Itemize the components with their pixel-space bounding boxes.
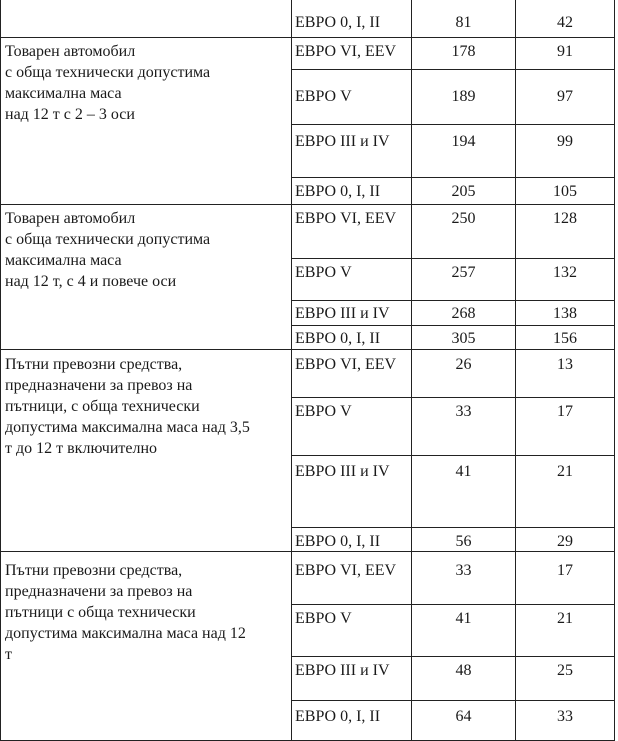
rate-cell: 25 <box>557 662 573 679</box>
euro-class-cell: ЕВРО 0, I, II <box>295 533 381 550</box>
rate-cell: 21 <box>557 463 573 480</box>
table-border-right <box>614 0 615 741</box>
row-separator <box>291 69 615 70</box>
row-separator <box>291 397 615 398</box>
euro-class-cell: ЕВРО VI, EEV <box>295 43 397 60</box>
description-line: с обща технически допустима <box>5 231 211 248</box>
description-line: предназначени за превоз на <box>5 377 193 394</box>
group-separator <box>0 37 615 38</box>
description-line: пътници, с обща технически <box>5 398 200 415</box>
euro-class-cell: ЕВРО V <box>295 88 352 105</box>
euro-class-cell: ЕВРО VI, EEV <box>295 356 397 373</box>
euro-class-cell: ЕВРО V <box>295 264 352 281</box>
row-separator <box>291 656 615 657</box>
rate-cell: 105 <box>553 183 577 200</box>
description-line: предназначени за превоз на <box>5 583 193 600</box>
rate-cell: 97 <box>557 88 573 105</box>
rate-cell: 64 <box>455 708 472 725</box>
rate-cell: 305 <box>451 330 476 347</box>
euro-class-cell: ЕВРО III и IV <box>295 133 390 150</box>
euro-class-cell: ЕВРО V <box>295 403 352 420</box>
rate-cell: 189 <box>451 88 476 105</box>
description-line: Товарен автомобил <box>5 43 136 60</box>
rate-cell: 21 <box>557 610 573 627</box>
euro-class-cell: ЕВРО V <box>295 610 352 627</box>
euro-class-cell: ЕВРО VI, EEV <box>295 210 397 227</box>
row-separator <box>291 455 615 456</box>
euro-class-cell: ЕВРО III и IV <box>295 305 390 322</box>
rate-cell: 91 <box>557 43 573 60</box>
vehicle-category-description <box>5 208 289 292</box>
euro-class-cell: ЕВРО 0, I, II <box>295 14 381 31</box>
euro-class-cell: ЕВРО 0, I, II <box>295 183 381 200</box>
rate-cell: 41 <box>455 463 472 480</box>
euro-class-cell: ЕВРО 0, I, II <box>295 708 381 725</box>
rate-cell: 33 <box>557 708 573 725</box>
rate-cell: 99 <box>557 133 573 150</box>
rate-cell: 81 <box>455 14 472 31</box>
description-line: над 12 т с 2 – 3 оси <box>5 106 135 123</box>
description-line: над 12 т, с 4 и повече оси <box>5 273 177 290</box>
description-line: Пътни превозни средства, <box>5 562 183 579</box>
row-separator <box>291 325 615 326</box>
rate-cell: 257 <box>451 264 476 281</box>
vehicle-category-description <box>5 354 289 459</box>
rate-cell: 250 <box>451 210 476 227</box>
rate-cell: 138 <box>553 305 577 322</box>
row-separator <box>291 258 615 259</box>
rate-cell: 56 <box>455 533 472 550</box>
vehicle-category-description <box>5 560 289 665</box>
rate-cell: 42 <box>557 14 573 31</box>
description-line: с обща технически допустима <box>5 64 211 81</box>
rate-cell: 17 <box>557 562 573 579</box>
rate-cell: 48 <box>455 662 472 679</box>
rate-cell: 13 <box>557 356 573 373</box>
rate-cell: 41 <box>455 610 472 627</box>
column-divider <box>291 0 292 741</box>
rate-cell: 132 <box>553 264 577 281</box>
euro-class-cell: ЕВРО 0, I, II <box>295 330 381 347</box>
description-line: допустима максимална маса над 3,5 <box>5 419 250 436</box>
rate-cell: 128 <box>553 210 577 227</box>
rate-cell: 205 <box>451 183 476 200</box>
rate-cell: 156 <box>553 330 577 347</box>
vehicle-category-description <box>5 41 289 125</box>
rate-cell: 178 <box>451 43 476 60</box>
row-separator <box>291 177 615 178</box>
group-separator <box>0 204 615 205</box>
rate-cell: 33 <box>455 403 472 420</box>
rate-cell: 26 <box>455 356 472 373</box>
rate-cell: 194 <box>451 133 476 150</box>
description-line: Товарен автомобил <box>5 210 136 227</box>
description-line: пътници с обща технически <box>5 604 196 621</box>
description-line: допустима максимална маса над 12 <box>5 625 246 642</box>
euro-class-cell: ЕВРО III и IV <box>295 662 390 679</box>
euro-class-cell: ЕВРО III и IV <box>295 463 390 480</box>
row-separator <box>291 527 615 528</box>
rate-cell: 29 <box>557 533 573 550</box>
description-line: Пътни превозни средства, <box>5 356 183 373</box>
rate-cell: 33 <box>455 562 472 579</box>
description-line: т <box>5 646 12 663</box>
rate-cell: 268 <box>451 305 476 322</box>
row-separator <box>291 124 615 125</box>
description-line: максимална маса <box>5 85 122 102</box>
rate-cell: 17 <box>557 403 573 420</box>
description-line: т до 12 т включително <box>5 440 158 457</box>
row-separator <box>291 300 615 301</box>
table-border-left <box>0 0 1 741</box>
group-separator <box>0 349 615 350</box>
row-separator <box>291 604 615 605</box>
row-separator <box>291 700 615 701</box>
euro-class-cell: ЕВРО VI, EEV <box>295 562 397 579</box>
description-line: максимална маса <box>5 252 122 269</box>
